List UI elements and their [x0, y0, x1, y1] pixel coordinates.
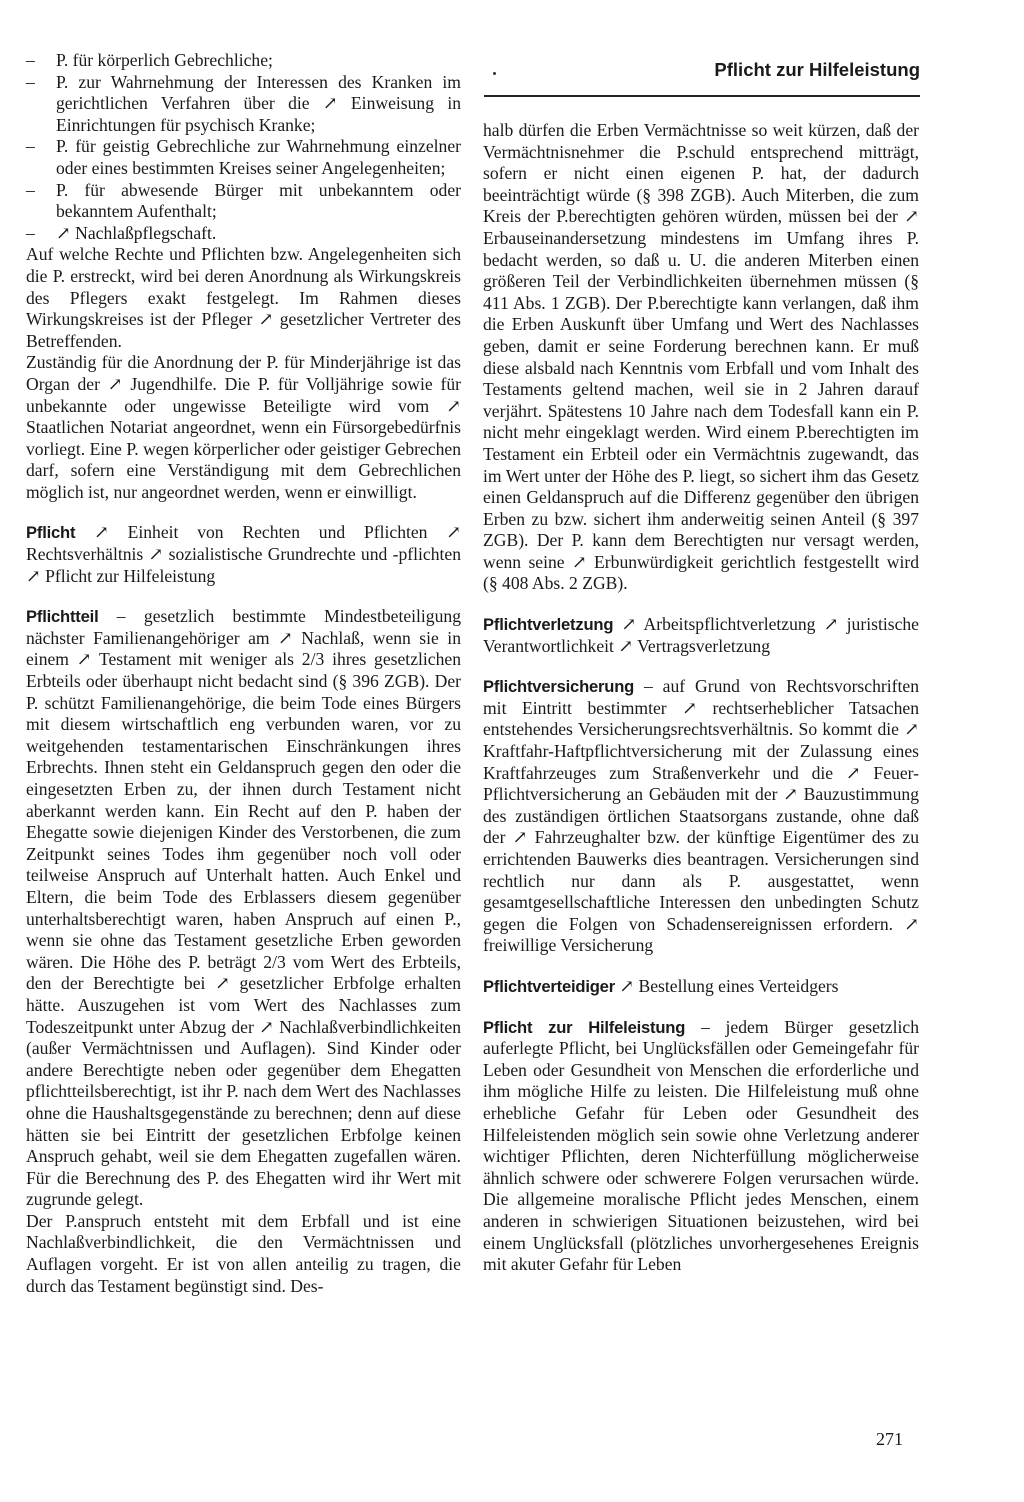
entry-term: Pflichtverletzung	[483, 615, 614, 635]
entry-text: ↗ Arbeitspflichtverletzung ↗ juristische Verantwortlichkeit ↗ Vertragsverletzung	[483, 614, 919, 656]
list-item-text: P. zur Wahrnehmung der Interessen des Kranken im gerichtlichen Verfahren über die ↗ Einweisung in Einrichtungen für psychisch Kranke;	[56, 71, 461, 135]
header-rule	[484, 95, 920, 97]
list-item-text: P. für abwesende Bürger mit unbekanntem oder bekanntem Aufenthalt;	[56, 179, 461, 222]
entry-text: – jedem Bürger gesetzlich auferlegte Pflicht, bei Unglücksfällen oder Gemeingefahr für Leben oder Gesundheit von Menschen die erforderliche und ihm mögliche Hilfe zu leisten. Die Hilfeleistung muß ohne erhebliche Gefahr für Leben oder Gesundheit des Hilfeleistenden möglich sein sowie ohne Verletzung anderer wichtiger Pflichten, deren Nichterfüllung möglicherweise ähnlich schwere oder schwerere Folgen verursachen würde. Die allgemeine moralische Pflicht jedes Menschen, einem anderen in schwierigen Situationen beizustehen, wird bei einem Unglücksfall (plötzliches unvorhergesehenes Ereignis mit akuter Gefahr für Leben	[483, 1016, 919, 1275]
entry-term: Pflichtteil	[26, 607, 99, 627]
entry-text: ↗ Einheit von Rechten und Pflichten ↗ Rechtsverhältnis ↗ sozialistische Grundrechte und -pflichten ↗ Pflicht zur Hilfeleistung	[26, 522, 461, 586]
dash-marker: –	[26, 136, 35, 157]
list-item-text: ↗ Nachlaßpflegschaft.	[56, 222, 217, 243]
dash-marker: –	[26, 50, 35, 70]
left-column	[26, 50, 461, 1297]
entry-term: Pflicht zur Hilfeleistung	[483, 1017, 686, 1037]
entry-pflichtteil	[26, 606, 461, 1211]
page-number: 271	[876, 1429, 903, 1449]
entry-text: – auf Grund von Rechtsvorschriften mit Eintritt bestimmter ↗ rechtserheblicher Tatsachen entstehendes Versicherungsrechtsverhältnis. So kommt die ↗ Kraftfahr-Haftpflichtversicherung mit der Zulassung eines Kraftfahrzeuges zum Straßenverkehr und die ↗ Feuer-Pflichtversicherung an Gebäuden mit der ↗ Bauzustimmung des zuständigen örtlichen Staatsorgans zustande, ohne daß der ↗ Fahrzeughalter bzw. der künftige Eigentümer des zu errichtenden Bauwerks dies beantragen. Versicherungen sind rechtlich nur dann als P. ausgestattet, wenn gesamtgesellschaftliche Interessen den unbedingten Schutz gegen die Folgen von Schadensereignissen erfordern. ↗ freiwillige Versicherung	[483, 676, 919, 956]
entry-pflichtteil-continuation: Der P.anspruch entsteht mit dem Erbfall und ist eine Nachlaßverbindlichkeit, die den Vermächtnissen und Auflagen vorgeht. Er ist von allen anteilig zu tragen, die durch das Testament begünstigt sind. Des-	[26, 1210, 461, 1296]
list-item	[26, 180, 461, 223]
list-item	[26, 50, 461, 72]
list-item	[26, 72, 461, 137]
entry-pflichtversicherung	[483, 676, 919, 957]
entry-term: Pflichtversicherung	[483, 677, 635, 697]
running-header: Pflicht zur Hilfeleistung	[714, 59, 920, 80]
list-item	[26, 223, 461, 245]
entry-pflicht	[26, 522, 461, 587]
paragraph-authority: Zuständig für die Anordnung der P. für Minderjährige ist das Organ der ↗ Jugendhilfe. Die P. für Volljährige sowie für unbekannte oder ungewisse Beteiligte wird vom ↗ Staatlichen Notariat angeordnet, wenn ein Fürsorgebedürfnis vorliegt. Eine P. wegen körperlicher oder geistiger Gebrechen darf, sofern eine Verständigung mit dem Gebrechlichen möglich ist, nur angeordnet werden, wenn er einwilligt.	[26, 352, 461, 502]
dash-marker: –	[26, 179, 35, 200]
dash-marker: –	[26, 71, 35, 92]
entry-text: – gesetzlich bestimmte Mindestbeteiligung nächster Familienangehöriger am ↗ Nachlaß, wenn sie in einem ↗ Testament mit weniger als 2/3 ihres gesetzlichen Erbteils oder überhaupt nicht bedacht sind (§ 396 ZGB). Der P. schützt Familienangehörige, die beim Tode eines Bürgers mit diesem wirtschaftlich eng verbunden waren, vor zu weitgehenden testamentarischen Einschränkungen ihres Erbrechts. Ihnen steht ein Geldanspruch gegen den oder die eingesetzten Erben zu, der ihnen durch Testament nicht aberkannt werden kann. Ein Recht auf den P. haben der Ehegatte sowie diejenigen Kinder des Verstorbenen, die zum Zeitpunkt seines Todes ihm gegenüber noch voll oder teilweise Anspruch auf Unterhalt hatten. Auch Enkel und Eltern, die beim Tode des Erblassers diesem gegenüber unterhaltsberechtigt waren, haben Anspruch auf einen P., wenn sie ohne das Testament gesetzliche Erben geworden wären. Die Höhe des P. beträgt 2/3 vom Wert des Erbteils, den der Berechtigte bei ↗ gesetzlicher Erbfolge erhalten hätte. Auszugehen ist vom Wert des Nachlasses zum Todeszeitpunkt unter Abzug der ↗ Nachlaßverbindlichkeiten (außer Vermächtnissen und Auflagen). Sind Kinder oder andere Berechtigte neben oder gegenüber dem Ehegatten pflichtteilsberechtigt, ist ihr P. nach dem Wert des Nachlasses ohne die Haushaltsgegenstände zu berechnen; denn auf diese hätten sie bei Eintritt der gesetzlichen Erbfolge keinen Anspruch gehabt, weil sie dem Ehegatten zugefallen wären. Für die Berechnung des P. des Ehegatten wird ihr Wert mit zugrunde gelegt.	[26, 606, 461, 1210]
entry-text: ↗ Bestellung eines Verteidgers	[614, 975, 839, 996]
list-item	[26, 136, 461, 179]
list-item-text: P. für geistig Gebrechliche zur Wahrnehmung einzelner oder eines bestimmten Kreises seiner Angelegenheiten;	[56, 136, 461, 178]
entry-pflichtteil-continued: halb dürfen die Erben Vermächtnisse so weit kürzen, daß der Vermächtnisnehmer die P.schuld entsprechend mitträgt, sofern er nicht einen eigenen P. hat, der dadurch beeinträchtigt würde (§ 398 ZGB). Auch Miterben, die zum Kreis der P.berechtigten gehören würden, müssen bei der ↗ Erbauseinandersetzung mindestens im Umfang ihres P. bedacht werden, so daß u. U. die anderen Miterben einen größeren Teil der Verbindlichkeiten übernehmen müssen (§ 411 Abs. 1 ZGB). Der P.berechtigte kann verlangen, daß ihm die Erben Auskunft über Umfang und Wert des Nachlasses geben, damit er seine Forderung berechnen kann. Er muß diese alsbald nach Kenntnis vom Erbfall und vom Inhalt des Testaments geltend machen, weil sie in 2 Jahren darauf verjährt. Spätestens 10 Jahre nach dem Todesfall kann ein P. nicht mehr eingeklagt werden. Wird einem P.berechtigten im Testament ein Erbteil oder ein Vermächtnis zugewandt, das im Wert unter der Höhe des P. liegt, so sichert ihm das Gesetz einen Geldanspruch auf die Differenz gegenüber den übrigen Erben zu bzw. sichert ihm anderweitig seinen Anteil (§ 397 ZGB). Der P. kann dem Berechtigten nur versagt werden, wenn seine ↗ Erbunwürdigkeit gerichtlich festgestellt wird (§ 408 Abs. 2 ZGB).	[483, 120, 919, 594]
entry-term: Pflichtverteidiger	[483, 976, 615, 996]
entry-pflichtverteidiger	[483, 976, 919, 998]
right-column	[483, 120, 919, 1276]
entry-term: Pflicht	[26, 523, 76, 543]
dash-marker: –	[26, 222, 35, 243]
entry-pflicht-zur-hilfeleistung	[483, 1017, 919, 1276]
entry-pflichtverletzung	[483, 614, 919, 657]
margin-mark	[493, 72, 496, 75]
list-item-text: P. für körperlich Gebrechliche;	[56, 50, 273, 70]
paragraph-scope: Auf welche Rechte und Pflichten bzw. Angelegenheiten sich die P. erstreckt, wird bei deren Anordnung als Wirkungskreis des Pflegers exakt festgelegt. Im Rahmen dieses Wirkungskreises ist der Pfleger ↗ gesetzlicher Vertreter des Betreffenden.	[26, 244, 461, 351]
